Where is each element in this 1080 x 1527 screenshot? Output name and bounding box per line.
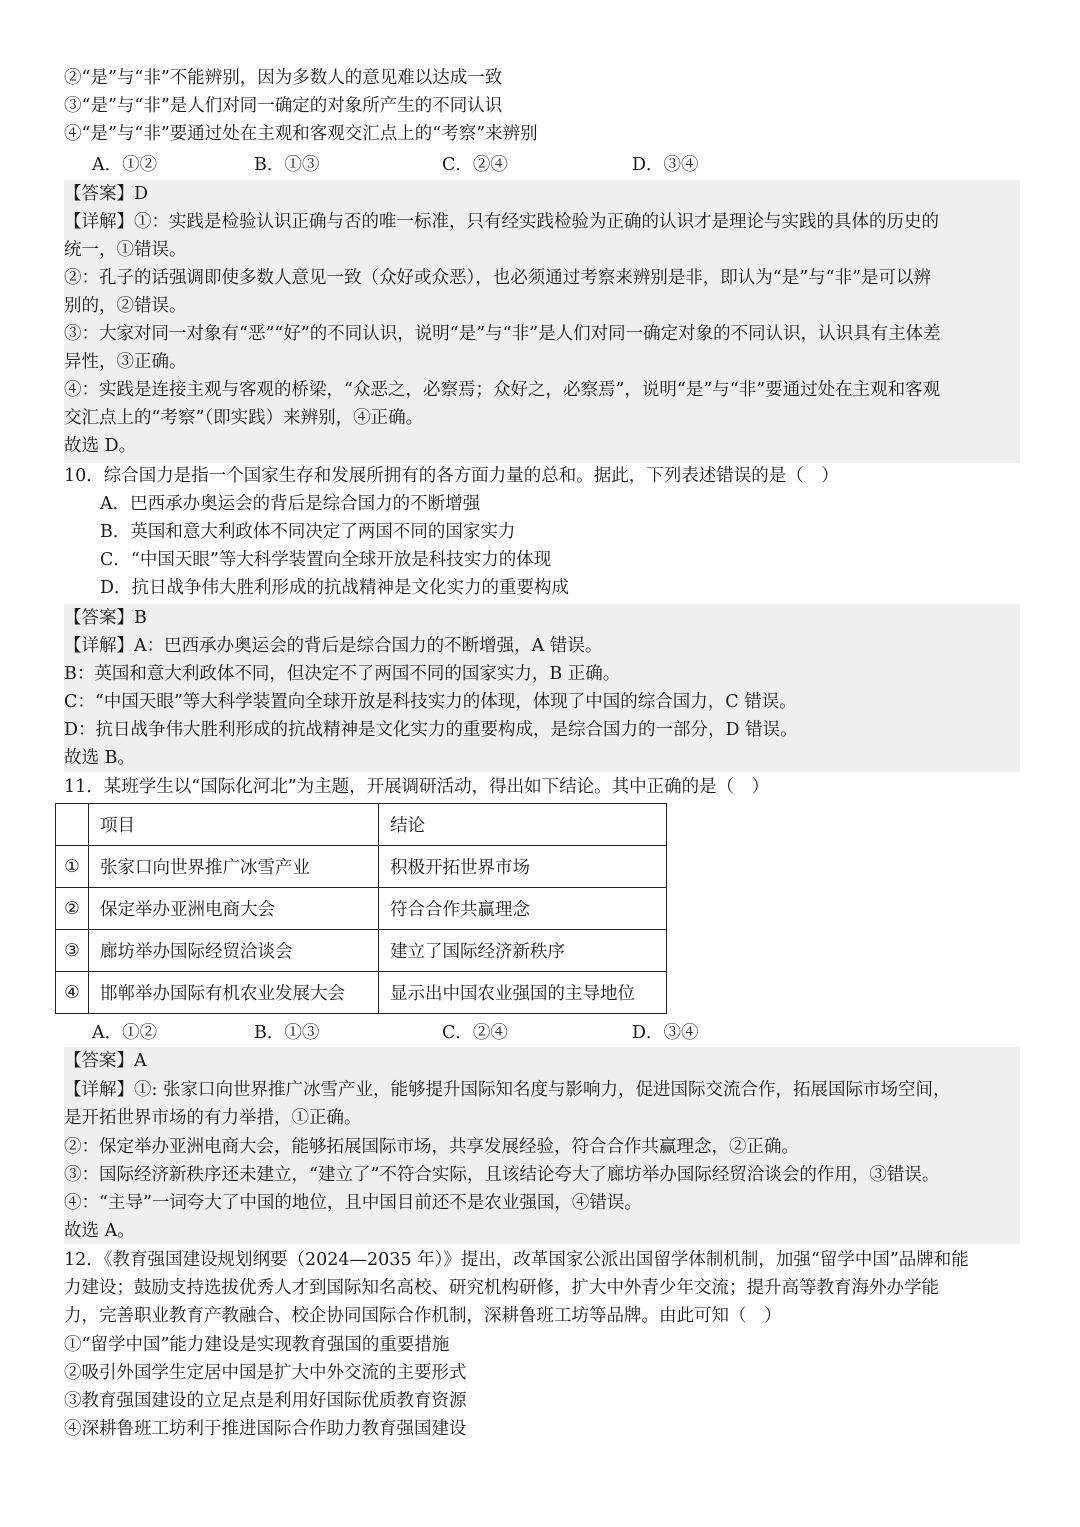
q12-statement: ②吸引外国学生定居中国是扩大中外交流的主要形式 [64, 1363, 467, 1383]
q9-analysis-line: 统一，①错误。 [64, 240, 187, 260]
q9-statement: ②“是”与“非”不能辨别，因为多数人的意见难以达成一致 [64, 68, 503, 88]
q10-analysis-line: 【详解】A：巴西承办奥运会的背后是综合国力的不断增强，A 错误。 [64, 636, 603, 656]
q11-analysis-line: ②：保定举办亚洲电商大会，能够拓展国际市场，共享发展经验，符合合作共赢理念，②正确。 [64, 1137, 799, 1157]
q12-statement: ①“留学中国”能力建设是实现教育强国的重要措施 [64, 1335, 450, 1355]
q9-analysis-line: ②：孔子的话强调即使多数人意见一致（众好或众恶），也必须通过考察来辨别是非，即认为“是”与“非”是可以辨 [64, 268, 932, 288]
table-cell-item: 保定举办亚洲电商大会 [89, 888, 379, 930]
q9-statement: ④“是”与“非”要通过处在主观和客观交汇点上的“考察”来辨别 [64, 124, 538, 144]
q12-stem-line: 12．《教育强国建设规划纲要（2024—2035 年）》提出，改革国家公派出国留学体制机制，加强“留学中国”品牌和能 [64, 1250, 969, 1270]
table-cell-conclusion: 符合合作共赢理念 [379, 888, 667, 930]
q9-analysis-line: ③：大家对同一对象有“恶”“好”的不同认识，说明“是”与“非”是人们对同一确定对象的不同认识，认识具有主体差 [64, 324, 941, 344]
q11-option-d: D．③④ [632, 1023, 699, 1043]
q12-stem-line: 力，完善职业教育产教融合、校企协同国际合作机制，深耕鲁班工坊等品牌。由此可知（ ） [64, 1306, 782, 1326]
table-header-cell: 结论 [379, 804, 667, 846]
table-header-cell: 项目 [89, 804, 379, 846]
table-header-cell [56, 804, 89, 846]
q9-analysis-line: ④：实践是连接主观与客观的桥梁，“众恶之，必察焉；众好之，必察焉”，说明“是”与“非”要通过处在主观和客观 [64, 380, 941, 400]
table-cell-conclusion: 建立了国际经济新秩序 [379, 930, 667, 972]
q11-answer: 【答案】A [64, 1051, 147, 1071]
q12-statement: ④深耕鲁班工坊利于推进国际合作助力教育强国建设 [64, 1419, 467, 1439]
q10-option-c: C．“中国天眼”等大科学装置向全球开放是科技实力的体现 [100, 550, 552, 570]
q9-option-a: A．①② [92, 155, 158, 175]
table-cell-index: ① [56, 846, 89, 888]
q9-analysis-line: 异性，③正确。 [64, 352, 187, 372]
q9-answer: 【答案】D [64, 184, 149, 204]
q10-analysis-line: C：“中国天眼”等大科学装置向全球开放是科技实力的体现，体现了中国的综合国力，C 错误。 [64, 692, 797, 712]
q11-table [55, 803, 667, 1014]
q9-analysis-line: 故选 D。 [64, 436, 137, 456]
q10-option-a: A．巴西承办奥运会的背后是综合国力的不断增强 [100, 494, 481, 514]
q10-option-b: B．英国和意大利政体不同决定了两国不同的国家实力 [100, 522, 516, 542]
q10-analysis-line: B：英国和意大利政体不同，但决定不了两国不同的国家实力，B 正确。 [64, 664, 621, 684]
q9-analysis-line: 别的，②错误。 [64, 296, 187, 316]
q10-analysis-line: D：抗日战争伟大胜利形成的抗战精神是文化实力的重要构成，是综合国力的一部分，D 错误。 [64, 720, 798, 740]
q11-option-a: A．①② [92, 1023, 158, 1043]
q11-option-b: B．①③ [254, 1023, 320, 1043]
q9-option-c: C．②④ [442, 155, 508, 175]
table-cell-conclusion: 积极开拓世界市场 [379, 846, 667, 888]
table-header-row [56, 804, 667, 846]
q11-option-c: C．②④ [442, 1023, 508, 1043]
table-cell-index: ④ [56, 972, 89, 1014]
q11-analysis-line: 【详解】①: 张家口向世界推广冰雪产业，能够提升国际知名度与影响力，促进国际交流合作，拓展国际市场空间， [64, 1080, 951, 1100]
table-row [56, 846, 667, 888]
q10-option-d: D．抗日战争伟大胜利形成的抗战精神是文化实力的重要构成 [100, 578, 570, 598]
q9-statement: ③“是”与“非”是人们对同一确定的对象所产生的不同认识 [64, 96, 503, 116]
q11-analysis-line: ③：国际经济新秩序还未建立，“建立了”不符合实际，且该结论夸大了廊坊举办国际经贸洽谈会的作用，③错误。 [64, 1165, 940, 1185]
q9-analysis-line: 【详解】①：实践是检验认识正确与否的唯一标准，只有经实践检验为正确的认识才是理论与实践的具体的历史的 [64, 212, 939, 232]
q11-stem: 11．某班学生以“国际化河北”为主题，开展调研活动，得出如下结论。其中正确的是（ ） [64, 777, 770, 797]
table-cell-item: 廊坊举办国际经贸洽谈会 [89, 930, 379, 972]
q10-stem: 10．综合国力是指一个国家生存和发展所拥有的各方面力量的总和。据此，下列表述错误的是（ ） [64, 466, 839, 486]
q9-option-d: D．③④ [632, 155, 699, 175]
table-cell-index: ② [56, 888, 89, 930]
q12-statement: ③教育强国建设的立足点是利用好国际优质教育资源 [64, 1391, 467, 1411]
table-cell-item: 张家口向世界推广冰雪产业 [89, 846, 379, 888]
q9-option-b: B．①③ [254, 155, 320, 175]
table-row [56, 972, 667, 1014]
table-cell-conclusion: 显示出中国农业强国的主导地位 [379, 972, 667, 1014]
table-cell-index: ③ [56, 930, 89, 972]
q10-answer: 【答案】B [64, 608, 147, 628]
table-row [56, 888, 667, 930]
q11-analysis-line: 故选 A。 [64, 1221, 135, 1241]
q11-analysis-line: ④：“主导”一词夸大了中国的地位，且中国目前还不是农业强国，④错误。 [64, 1193, 642, 1213]
table-row [56, 930, 667, 972]
q11-analysis-line: 是开拓世界市场的有力举措，①正确。 [64, 1108, 362, 1128]
table-cell-item: 邯郸举办国际有机农业发展大会 [89, 972, 379, 1014]
q12-stem-line: 力建设；鼓励支持选拔优秀人才到国际知名高校、研究机构研修，扩大中外青少年交流；提升高等教育海外办学能 [64, 1278, 939, 1298]
q10-analysis-line: 故选 B。 [64, 748, 135, 768]
q9-analysis-line: 交汇点上的“考察”（即实践）来辨别，④正确。 [64, 408, 424, 428]
